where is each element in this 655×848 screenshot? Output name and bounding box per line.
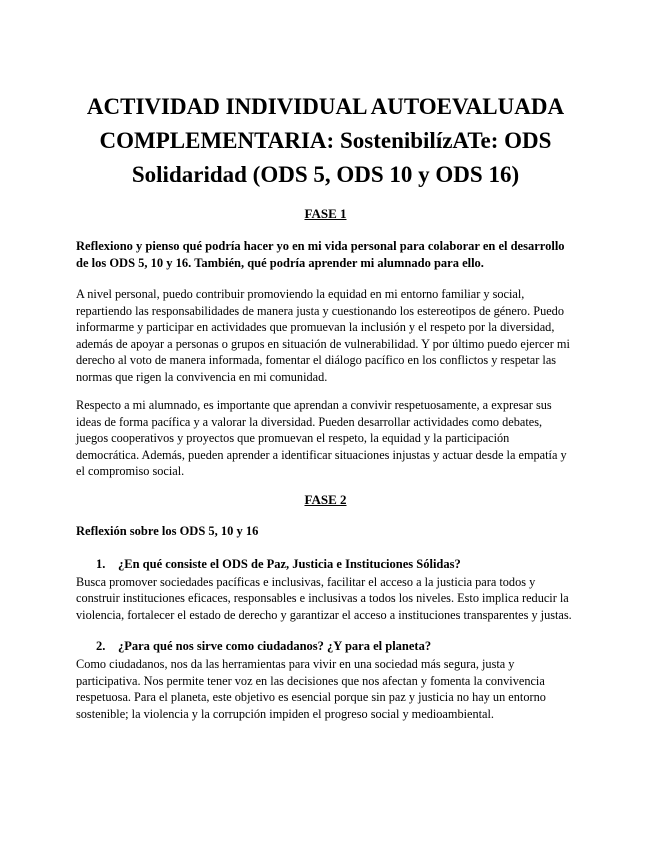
phase-2-subheading: Reflexión sobre los ODS 5, 10 y 16: [76, 523, 259, 538]
question-block: [76, 639, 575, 722]
question-answer: Busca promover sociedades pacíficas e inclusivas, facilitar el acceso a la justicia para todos y construir instituciones eficaces, responsables e inclusivas a todos los niveles. Esto implica reducir la violencia, fortalecer el estado de derecho y garantizar el acceso a instituciones transparentes y justas.: [76, 574, 572, 622]
question-number: 1.: [96, 556, 106, 571]
phase-1-lead: Reflexiono y pienso qué podría hacer yo en mi vida personal para colaborar en el desarrollo de los ODS 5, 10 y 16. También, qué podría aprender mi alumnado para ello.: [76, 239, 565, 270]
phase-1-paragraph-2: Respecto a mi alumnado, es importante que aprendan a convivir respetuosamente, a expresar sus ideas de forma pacífica y a valorar la diversidad. Pueden desarrollar actividades como debates, juegos cooperativos y proyectos que promuevan el respeto, la equidad y la participación democrática. Además, pueden aprender a identificar situaciones injustas y actuar desde la empatía y el compromiso social.: [76, 398, 567, 478]
phase-1-heading: FASE 1: [304, 206, 347, 221]
question-answer: Como ciudadanos, nos da las herramientas para vivir en una sociedad más segura, justa y participativa. Nos permite tener voz en las decisiones que nos afectan y fomenta la convivencia respetuosa. Para el planeta, este objetivo es esencial porque sin paz y justicia no hay un entorno sostenible; la violencia y la corrupción impiden el progreso social y medioambiental.: [76, 657, 546, 721]
phase-1-paragraph-1: A nivel personal, puedo contribuir promoviendo la equidad en mi entorno familiar y social, repartiendo las responsabilidades de manera justa y cuestionando los estereotipos de género. Puedo informarme y participar en actividades que promuevan la inclusión y el respeto por la diversidad, además de apoyar a personas o grupos en situación de vulnerabilidad. Y por último puedo ejercer mi derecho al voto de manera informada, fomentar el diálogo pacífico en los conflictos y respetar las normas que rigen la convivencia en mi comunidad.: [76, 287, 570, 384]
document-title: ACTIVIDAD INDIVIDUAL AUTOEVALUADA COMPLEMENTARIA: SostenibilízATe: ODS Solidaridad (ODS 5, ODS 10 y ODS 16): [86, 94, 565, 187]
question-heading: [96, 639, 575, 654]
question-text: ¿Para qué nos sirve como ciudadanos? ¿Y para el planeta?: [118, 639, 432, 653]
question-number: 2.: [96, 639, 106, 653]
phase-2-heading: FASE 2: [304, 491, 347, 507]
question-heading: [96, 557, 575, 572]
question-block: [76, 557, 575, 624]
question-text: ¿En qué consiste el ODS de Paz, Justicia e Instituciones Sólidas?: [118, 556, 461, 571]
